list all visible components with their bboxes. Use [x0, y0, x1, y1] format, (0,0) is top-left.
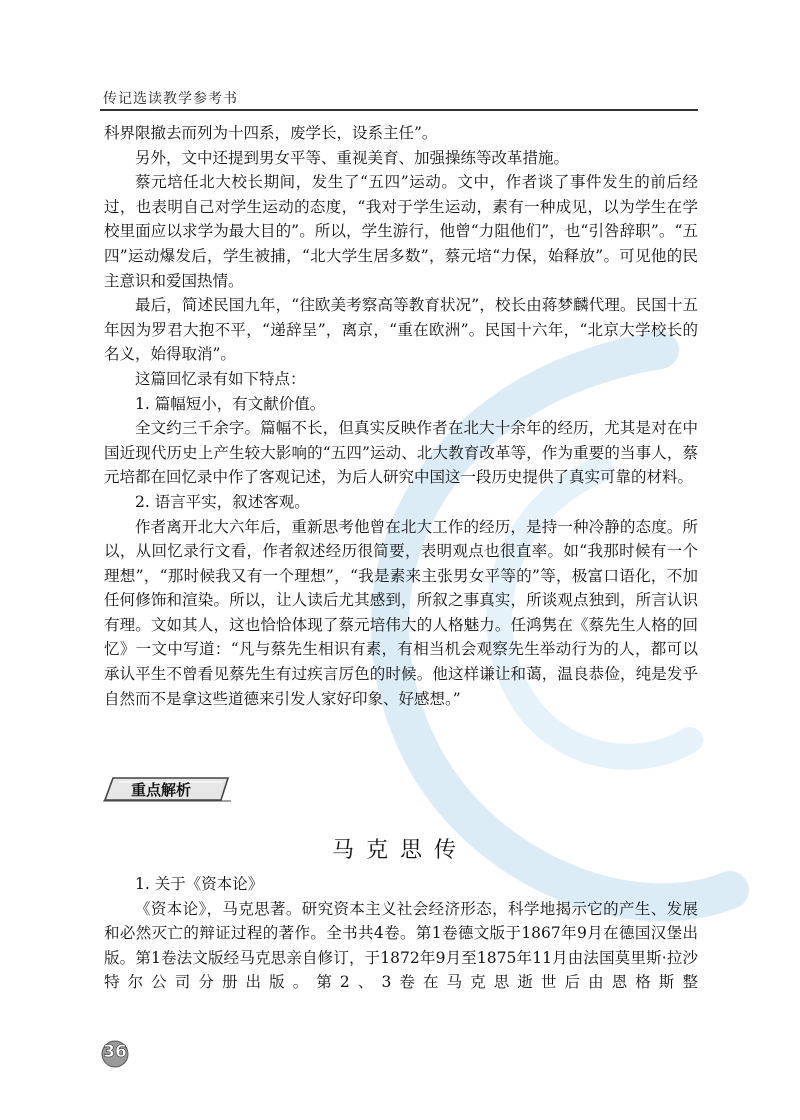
paragraph: 蔡元培任北大校长期间，发生了“五四”运动。文中，作者谈了事件发生的前后经过，也表明自己对学生运动的态度，“我对于学生运动，素有一种成见，以为学生在学校里面应以求学为最大目的”。所以，学生游行，他曾“力阻他们”，也“引咎辞职”。“五四”运动爆发后，学生被捕，“北大学生居多数”，蔡元培“力保，始释放”。可见他的民主意识和爱国热情。 [104, 173, 698, 290]
paragraph: 2. 语言平实，叙述客观。 [135, 492, 310, 511]
paragraph: 另外，文中还提到男女平等、重视美育、加强操练等改革措施。 [135, 148, 570, 167]
paragraph: 科界限撤去而列为十四系，废学长，设系主任”。 [104, 124, 438, 142]
paragraph: 这篇回忆录有如下特点： [135, 369, 306, 388]
running-header: 传记选读教学参考书 [103, 91, 238, 107]
page-number: 36 [103, 1042, 127, 1062]
article-title: 马克思传 [331, 838, 468, 863]
paragraph: 1. 篇幅短小，有文献价值。 [135, 394, 326, 413]
paragraph: 作者离开北大六年后，重新思考他曾在北大工作的经历，是持一种冷静的态度。所以，从回忆录行文看，作者叙述经历很简要，表明观点也很直率。如“我那时候有一个理想”，“那时候我又有一个理想”，“我是素来主张男女平等的”等，极富口语化，不加任何修饰和渲染。所以，让人读后尤其感到，所叙之事真实，所谈观点独到，所言认识有理。文如其人，这也恰恰体现了蔡元培伟大的人格魅力。任鸿隽在《蔡先生人格的回忆》一文中写道：“凡与蔡先生相识有素，有相当机会观察先生举动行为的人，都可以承认平生不曾看见蔡先生有过疾言厉色的时候。他这样谦让和蔼，温良恭俭，纯是发乎自然而不是拿这些道德来引发人家好印象、好感想。” [104, 517, 698, 708]
body-text-top [104, 121, 698, 711]
section-tab-label: 重点解析 [131, 781, 192, 799]
paragraph: 《资本论》，马克思著。研究资本主义社会经济形态，科学地揭示它的产生、发展和必然灭亡的辩证过程的著作。全书共4卷。第1卷德文版于1867年9月在德国汉堡出版。第1卷法文版经马克思亲自修订，于1872年9月至1875年11月由法国莫里斯·拉沙特尔公司分册出版。第2、3卷在马克思逝世后由恩格斯整 [104, 899, 698, 992]
paragraph: 1. 关于《资本论》 [135, 875, 264, 893]
body-text-bottom [104, 872, 698, 995]
paragraph: 最后，简述民国九年，“往欧美考察高等教育状况”，校长由蒋梦麟代理。民国十五年因为罗君大抱不平，“递辞呈”，离京，“重在欧洲”。民国十六年，“北京大学校长的名义，始得取消”。 [104, 296, 698, 364]
section-tab [103, 776, 233, 802]
page-number-badge [101, 1040, 129, 1068]
paragraph: 全文约三千余字。篇幅不长，但真实反映作者在北大十余年的经历，尤其是对在中国近现代历史上产生较大影响的“五四”运动、北大教育改革等，作为重要的当事人，蔡元培都在回忆录中作了客观记述，为后人研究中国这一段历史提供了真实可靠的材料。 [104, 419, 698, 487]
header-rule [100, 109, 698, 111]
